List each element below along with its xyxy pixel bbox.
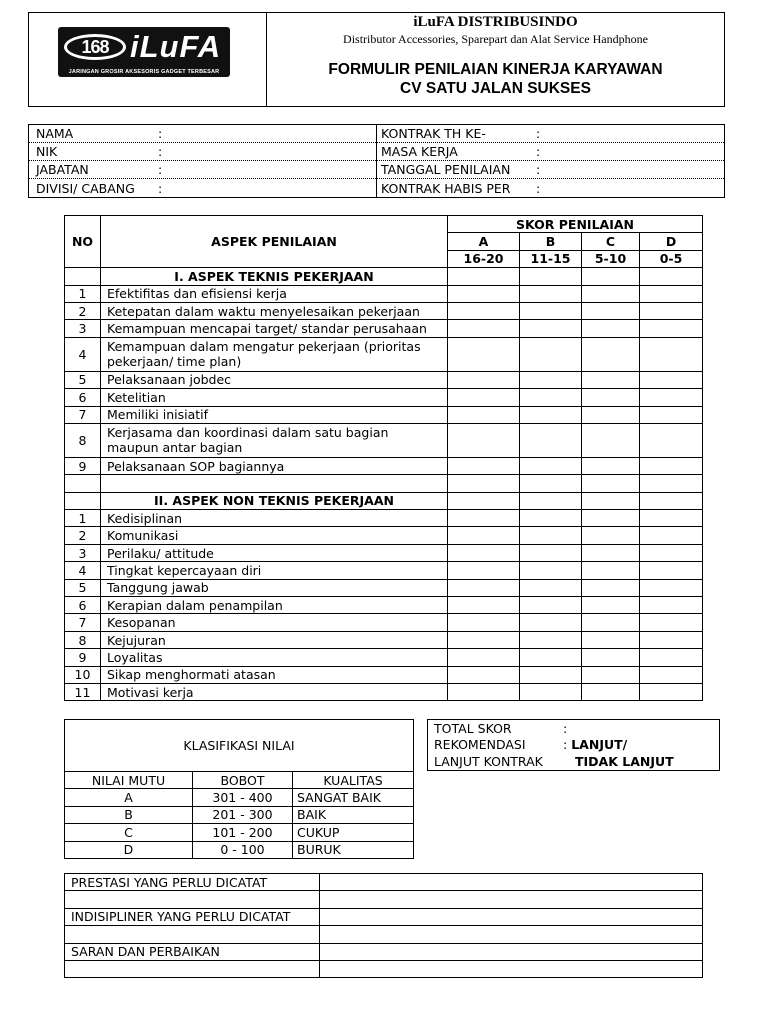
- table-row: 3 Kemampuan mencapai target/ standar perusahaan: [65, 320, 703, 337]
- score-cell[interactable]: [520, 544, 582, 561]
- score-cell[interactable]: [582, 510, 640, 527]
- info-row-nik[interactable]: NIK :: [29, 143, 376, 161]
- notes-row: [65, 908, 703, 925]
- score-cell[interactable]: [640, 683, 703, 700]
- company-subtitle: Distributor Accessories, Sparepart dan Alat Service Handphone: [343, 32, 648, 46]
- score-cell[interactable]: [640, 389, 703, 406]
- form-title-line1: FORMULIR PENILAIAN KINERJA KARYAWAN: [328, 61, 663, 78]
- company-name: iLuFA DISTRIBUSINDO: [413, 14, 578, 30]
- logo-number: 168: [81, 36, 109, 57]
- score-cell[interactable]: [640, 527, 703, 544]
- score-cell[interactable]: [520, 527, 582, 544]
- range-c: 5-10: [582, 250, 640, 267]
- grade-a: A: [448, 233, 520, 250]
- recommendation-row[interactable]: REKOMENDASI : LANJUT/: [434, 737, 628, 753]
- score-cell[interactable]: [448, 320, 520, 337]
- table-row: 3 Perilaku/ attitude: [65, 544, 703, 561]
- score-cell[interactable]: [582, 649, 640, 666]
- score-cell[interactable]: [448, 614, 520, 631]
- score-cell[interactable]: [582, 683, 640, 700]
- notes-field[interactable]: [320, 908, 703, 925]
- score-cell[interactable]: [582, 527, 640, 544]
- notes-field[interactable]: [320, 874, 703, 891]
- info-row-tanggal[interactable]: TANGGAL PENILAIAN :: [377, 161, 724, 179]
- score-cell[interactable]: [582, 285, 640, 302]
- score-cell[interactable]: [582, 666, 640, 683]
- info-row-nama[interactable]: NAMA :: [29, 125, 376, 143]
- score-cell[interactable]: [520, 285, 582, 302]
- section2-title: II. ASPEK NON TEKNIS PEKERJAAN: [101, 492, 448, 509]
- score-cell[interactable]: [582, 597, 640, 614]
- notes-row: [65, 891, 703, 908]
- recommendation-label: REKOMENDASI: [434, 737, 526, 753]
- employee-info: [28, 124, 725, 198]
- notes-row: [65, 874, 703, 891]
- score-cell[interactable]: [582, 423, 640, 457]
- score-cell[interactable]: [520, 337, 582, 371]
- grade-b: B: [520, 233, 582, 250]
- score-cell[interactable]: [520, 389, 582, 406]
- classification-table: [64, 719, 414, 859]
- score-cell[interactable]: [640, 649, 703, 666]
- score-cell[interactable]: [582, 562, 640, 579]
- score-cell[interactable]: [448, 597, 520, 614]
- section-row: [65, 492, 703, 509]
- section-row: [65, 268, 703, 285]
- classification-header-grade: NILAI MUTU: [65, 772, 193, 789]
- recommendation-row-2[interactable]: [434, 753, 713, 770]
- section1-title: I. ASPEK TEKNIS PEKERJAAN: [101, 268, 448, 285]
- score-cell[interactable]: [640, 562, 703, 579]
- logo-tagline: JARINGAN GROSIR AKSESORIS GADGET TERBESAR: [68, 69, 220, 75]
- score-cell[interactable]: [582, 579, 640, 596]
- score-cell[interactable]: [448, 389, 520, 406]
- table-row: D 0 - 100 BURUK: [65, 841, 414, 858]
- employee-info-right: [377, 125, 724, 197]
- table-row: 6 Ketelitian: [65, 389, 703, 406]
- score-cell[interactable]: [520, 649, 582, 666]
- table-row: 1 Kedisiplinan: [65, 510, 703, 527]
- range-b: 11-15: [520, 250, 582, 267]
- score-cell[interactable]: [582, 544, 640, 561]
- company-logo: [58, 27, 230, 77]
- logo-oval: [64, 34, 126, 60]
- table-row: 5 Pelaksanaan jobdec: [65, 371, 703, 388]
- table-row: C 101 - 200 CUKUP: [65, 824, 414, 841]
- score-cell[interactable]: [520, 320, 582, 337]
- score-cell[interactable]: [448, 510, 520, 527]
- table-row: 2 Komunikasi: [65, 527, 703, 544]
- table-row: 11 Motivasi kerja: [65, 683, 703, 700]
- classification-title: KLASIFIKASI NILAI: [65, 720, 414, 772]
- score-cell[interactable]: [520, 302, 582, 319]
- notes-field[interactable]: [320, 926, 703, 943]
- table-row: 7 Memiliki inisiatif: [65, 406, 703, 423]
- notes-field[interactable]: [320, 960, 703, 977]
- info-row-kontrak-habis[interactable]: KONTRAK HABIS PER :: [381, 180, 541, 196]
- score-cell[interactable]: [582, 302, 640, 319]
- score-cell[interactable]: [582, 337, 640, 371]
- score-cell[interactable]: [448, 562, 520, 579]
- table-row: 8 Kerjasama dan koordinasi dalam satu bagian maupun antar bagian: [65, 423, 703, 457]
- continue-contract-label: LANJUT KONTRAK: [434, 753, 543, 769]
- col-header-aspect: ASPEK PENILAIAN: [101, 216, 448, 268]
- score-cell[interactable]: [582, 371, 640, 388]
- table-row: 2 Ketepatan dalam waktu menyelesaikan pekerjaan: [65, 302, 703, 319]
- title-cell: [267, 13, 724, 106]
- notes-table: [64, 873, 703, 978]
- classification-header-quality: KUALITAS: [293, 772, 414, 789]
- score-cell[interactable]: [448, 285, 520, 302]
- col-header-no: NO: [65, 216, 101, 268]
- score-cell[interactable]: [520, 510, 582, 527]
- table-row: 4 Tingkat kepercayaan diri: [65, 562, 703, 579]
- notes-suggestion-label: SARAN DAN PERBAIKAN: [65, 943, 320, 960]
- range-d: 0-5: [640, 250, 703, 267]
- score-cell[interactable]: [448, 371, 520, 388]
- col-header-score: SKOR PENILAIAN: [448, 216, 703, 233]
- logo-cell: [29, 13, 267, 106]
- score-cell[interactable]: [448, 302, 520, 319]
- score-cell[interactable]: [640, 320, 703, 337]
- table-row: 5 Tanggung jawab: [65, 579, 703, 596]
- logo-brand: iLuFA: [130, 29, 222, 64]
- score-cell[interactable]: [448, 579, 520, 596]
- score-cell[interactable]: [520, 579, 582, 596]
- score-cell[interactable]: [640, 423, 703, 457]
- score-cell[interactable]: [640, 457, 703, 474]
- score-cell[interactable]: [640, 337, 703, 371]
- notes-achievement-label: PRESTASI YANG PERLU DICATAT: [65, 874, 320, 891]
- score-cell[interactable]: [448, 544, 520, 561]
- notes-field[interactable]: [320, 891, 703, 908]
- info-row-jabatan[interactable]: JABATAN :: [29, 161, 376, 179]
- score-cell[interactable]: [448, 683, 520, 700]
- recommendation-discontinue: TIDAK LANJUT: [575, 753, 674, 769]
- table-row: 9 Pelaksanaan SOP bagiannya: [65, 457, 703, 474]
- notes-row: [65, 926, 703, 943]
- score-cell[interactable]: [640, 371, 703, 388]
- form-title-line2: CV SATU JALAN SUKSES: [400, 80, 591, 97]
- score-cell[interactable]: [520, 683, 582, 700]
- score-cell[interactable]: [448, 527, 520, 544]
- score-cell[interactable]: [640, 579, 703, 596]
- range-a: 16-20: [448, 250, 520, 267]
- total-score-row[interactable]: TOTAL SKOR :: [434, 720, 568, 736]
- form-title: [267, 60, 724, 98]
- score-cell[interactable]: [640, 631, 703, 648]
- score-cell[interactable]: [520, 457, 582, 474]
- table-row: A 301 - 400 SANGAT BAIK: [65, 789, 414, 806]
- table-row: 8 Kejujuran: [65, 631, 703, 648]
- score-cell[interactable]: [640, 510, 703, 527]
- notes-row: [65, 960, 703, 977]
- score-cell[interactable]: [582, 631, 640, 648]
- table-row: 10 Sikap menghormati atasan: [65, 666, 703, 683]
- score-cell[interactable]: [582, 320, 640, 337]
- table-row: B 201 - 300 BAIK: [65, 806, 414, 823]
- score-cell[interactable]: [520, 423, 582, 457]
- score-cell[interactable]: [640, 544, 703, 561]
- score-cell[interactable]: [640, 666, 703, 683]
- score-cell[interactable]: [448, 423, 520, 457]
- score-cell[interactable]: [640, 614, 703, 631]
- score-cell[interactable]: [520, 614, 582, 631]
- table-row: 4 Kemampuan dalam mengatur pekerjaan (prioritas pekerjaan/ time plan): [65, 337, 703, 371]
- score-cell[interactable]: [520, 597, 582, 614]
- total-score-label: TOTAL SKOR: [434, 720, 512, 736]
- score-cell[interactable]: [448, 666, 520, 683]
- total-score-box: [427, 719, 720, 771]
- score-cell[interactable]: [520, 371, 582, 388]
- score-cell[interactable]: [448, 337, 520, 371]
- score-cell[interactable]: [582, 389, 640, 406]
- recommendation-continue: LANJUT/: [571, 737, 628, 753]
- score-cell[interactable]: [448, 631, 520, 648]
- score-cell[interactable]: [448, 649, 520, 666]
- info-row-masa-kerja[interactable]: MASA KERJA :: [377, 143, 724, 161]
- score-cell[interactable]: [520, 406, 582, 423]
- grade-d: D: [640, 233, 703, 250]
- form-header: [28, 12, 725, 107]
- notes-indiscipline-label: INDISIPLINER YANG PERLU DICATAT: [65, 908, 320, 925]
- score-cell[interactable]: [520, 631, 582, 648]
- notes-row: [65, 943, 703, 960]
- score-cell[interactable]: [448, 457, 520, 474]
- score-cell[interactable]: [640, 302, 703, 319]
- score-cell[interactable]: [448, 406, 520, 423]
- score-cell[interactable]: [520, 562, 582, 579]
- score-cell[interactable]: [582, 406, 640, 423]
- table-row: 1 Efektifitas dan efisiensi kerja: [65, 285, 703, 302]
- classification-header-weight: BOBOT: [193, 772, 293, 789]
- table-row: 7 Kesopanan: [65, 614, 703, 631]
- score-cell[interactable]: [640, 285, 703, 302]
- table-row: 6 Kerapian dalam penampilan: [65, 597, 703, 614]
- score-cell[interactable]: [640, 597, 703, 614]
- empty-row: [65, 475, 703, 492]
- notes-field[interactable]: [320, 943, 703, 960]
- grade-c: C: [582, 233, 640, 250]
- employee-info-left: [29, 125, 377, 197]
- score-cell[interactable]: [582, 614, 640, 631]
- info-row-divisi[interactable]: DIVISI/ CABANG :: [36, 180, 163, 196]
- info-row-kontrak-ke[interactable]: KONTRAK TH KE- :: [377, 125, 724, 143]
- score-cell[interactable]: [640, 406, 703, 423]
- score-cell[interactable]: [582, 457, 640, 474]
- table-row: 9 Loyalitas: [65, 649, 703, 666]
- assessment-table: [64, 215, 703, 701]
- score-cell[interactable]: [520, 666, 582, 683]
